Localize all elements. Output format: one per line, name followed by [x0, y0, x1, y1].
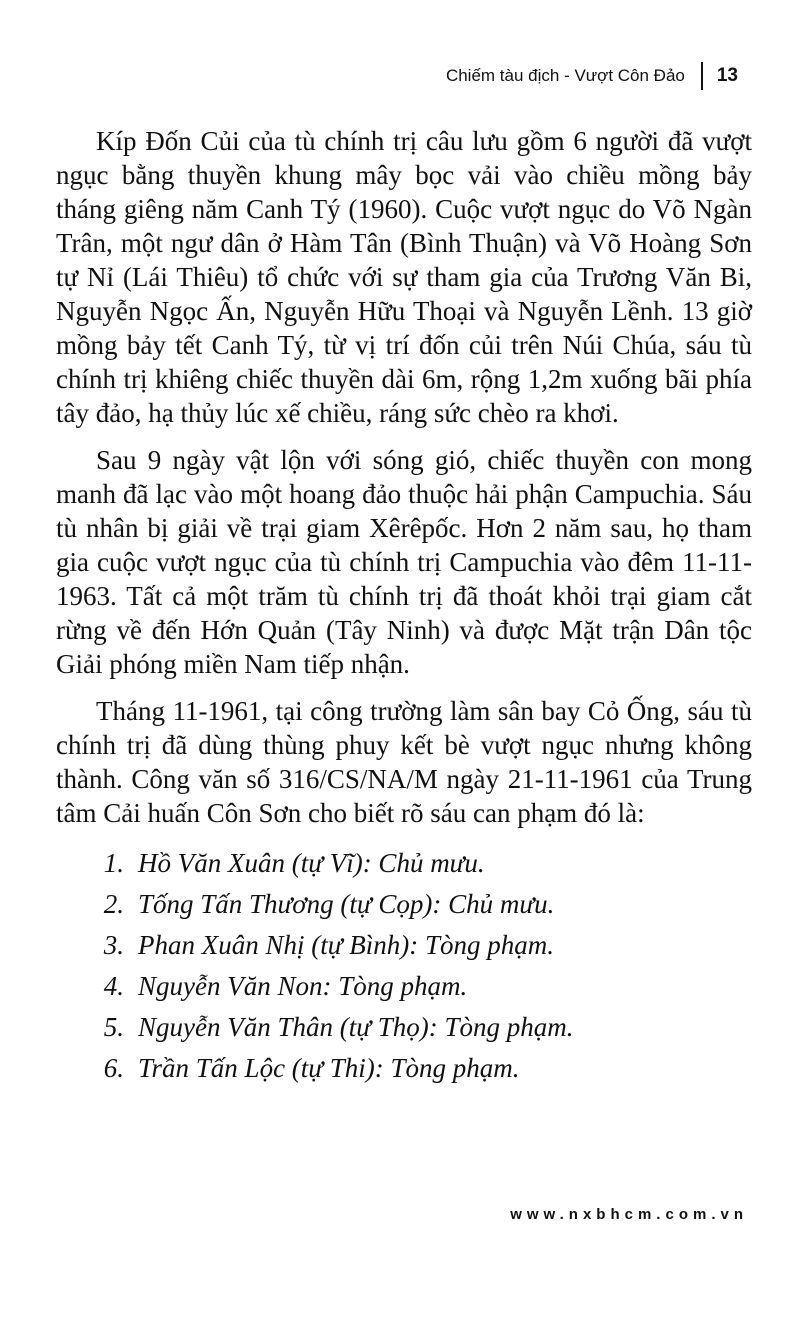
list-item [56, 966, 752, 1007]
running-header [446, 62, 738, 90]
list-number: 1. [103, 848, 124, 878]
list-text: Tống Tấn Thương (tự Cọp): Chủ mưu. [138, 889, 555, 919]
publisher-url: www.nxbhcm.com.vn [510, 1206, 748, 1223]
list-text: Nguyễn Văn Non: Tòng phạm. [138, 971, 468, 1001]
list-text: Nguyễn Văn Thân (tự Thọ): Tòng phạm. [138, 1012, 574, 1042]
list-number: 2. [103, 889, 124, 919]
list-item [56, 843, 752, 884]
list-item [56, 925, 752, 966]
list-number: 3. [103, 930, 124, 960]
list-item [56, 1048, 752, 1089]
paragraph-3: Tháng 11-1961, tại công trường làm sân bay Cỏ Ống, sáu tù chính trị đã dùng thùng phuy kết bè vượt ngục nhưng không thành. Công văn số 316/CS/NA/M ngày 21-11-1961 của Trung tâm Cải huấn Côn Sơn cho biết rõ sáu can phạm đó là: [56, 696, 752, 828]
paragraph-2: Sau 9 ngày vật lộn với sóng gió, chiếc thuyền con mong manh đã lạc vào một hoang đảo thuộc hải phận Campuchia. Sáu tù nhân bị giải về trại giam Xêrêpốc. Hơn 2 năm sau, họ tham gia cuộc vượt ngục của tù chính trị Campuchia vào đêm 11-11-1963. Tất cả một trăm tù chính trị đã thoát khỏi trại giam cắt rừng về đến Hớn Quản (Tây Ninh) và được Mặt trận Dân tộc Giải phóng miền Nam tiếp nhận. [56, 445, 752, 679]
convict-list [56, 843, 752, 1089]
body-text [56, 124, 752, 1089]
list-text: Phan Xuân Nhị (tự Bình): Tòng phạm. [138, 930, 554, 960]
list-number: 6. [103, 1053, 124, 1083]
list-item [56, 884, 752, 925]
paragraph-1: Kíp Đốn Củi của tù chính trị câu lưu gồm 6 người đã vượt ngục bằng thuyền khung mây bọc vải vào chiều mồng bảy tháng giêng năm Canh Tý (1960). Cuộc vượt ngục do Võ Ngàn Trân, một ngư dân ở Hàm Tân (Bình Thuận) và Võ Hoàng Sơn tự Nỉ (Lái Thiêu) tổ chức với sự tham gia của Trương Văn Bi, Nguyễn Ngọc Ấn, Nguyễn Hữu Thoại và Nguyễn Lềnh. 13 giờ mồng bảy tết Canh Tý, từ vị trí đốn củi trên Núi Chúa, sáu tù chính trị khiêng chiếc thuyền dài 6m, rộng 1,2m xuống bãi phía tây đảo, hạ thủy lúc xế chiều, ráng sức chèo ra khơi. [56, 126, 752, 428]
list-number: 4. [103, 971, 124, 1001]
page-number: 13 [716, 65, 738, 86]
chapter-title: Chiếm tàu địch - Vượt Côn Đảo [445, 66, 685, 85]
list-item [56, 1007, 752, 1048]
list-text: Hồ Văn Xuân (tự Vĩ): Chủ mưu. [138, 848, 485, 878]
header-divider [701, 62, 703, 90]
list-text: Trần Tấn Lộc (tự Thi): Tòng phạm. [138, 1053, 520, 1083]
list-number: 5. [103, 1012, 124, 1042]
